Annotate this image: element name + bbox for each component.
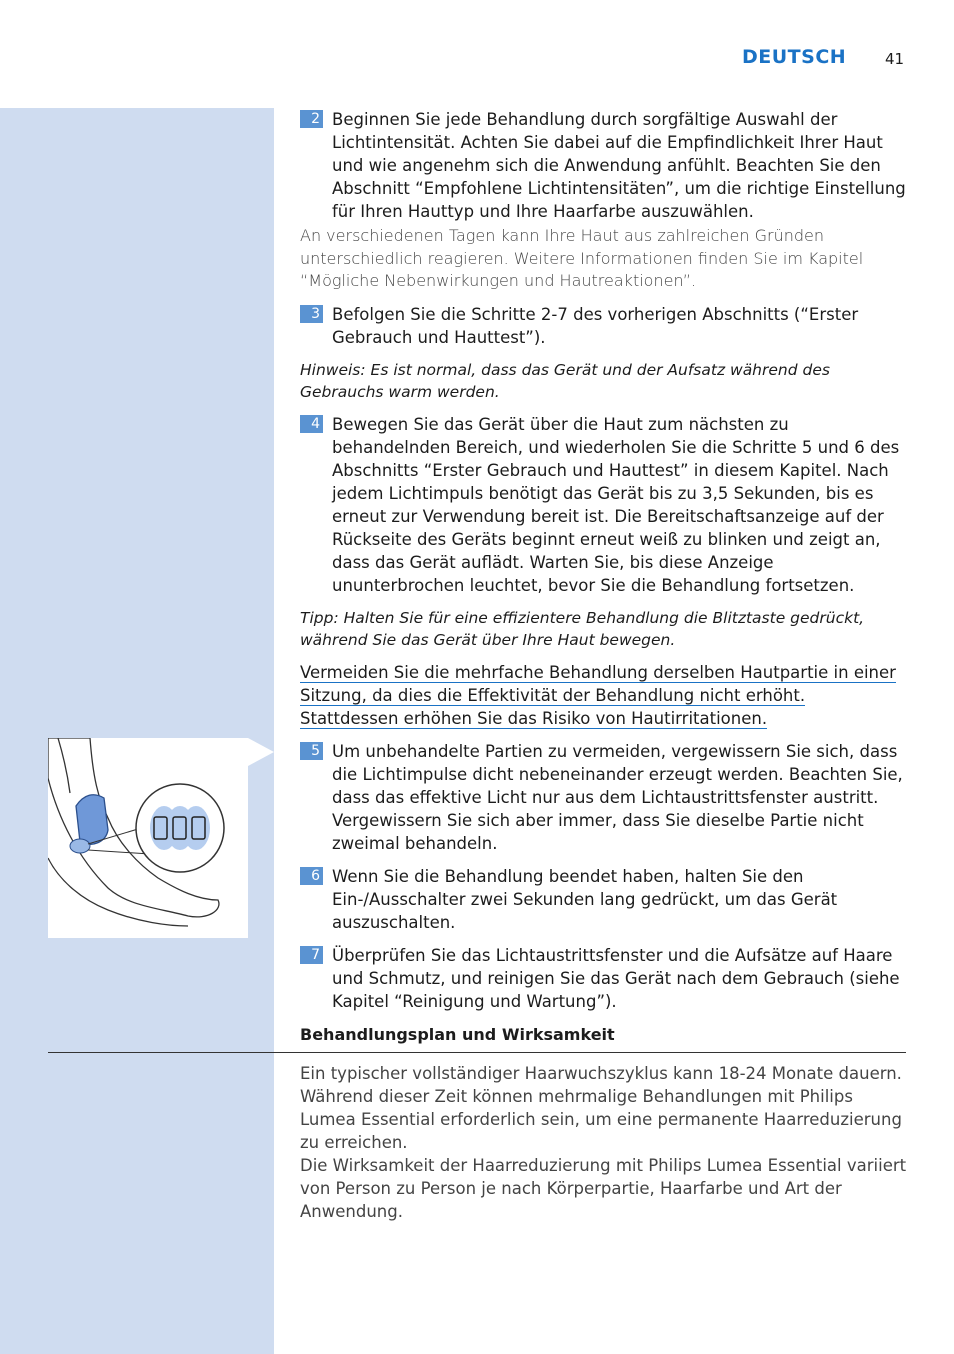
leg-illustration-svg	[48, 738, 248, 938]
step-6	[300, 865, 908, 934]
hint-note: Hinweis: Es ist normal, dass das Gerät und der Aufsatz während des Gebrauchs warm werden.	[300, 360, 830, 401]
page-number: 41	[885, 50, 905, 68]
section-paragraph-1: Ein typischer vollständiger Haarwuchszyklus kann 18-24 Monate dauern. Während dieser Zeit können mehrmalige Behandlungen mit Philips Lumea Essential erforderlich sein, um eine permanente Haarreduzierung zu erreichen.	[300, 1064, 902, 1152]
step-number: 4	[300, 415, 323, 433]
sidebar-panel	[0, 108, 274, 1354]
step-number: 6	[300, 867, 323, 885]
section-divider	[48, 1052, 906, 1053]
leg-treatment-illustration	[48, 738, 248, 938]
step-number: 7	[300, 946, 323, 964]
step-4	[300, 413, 908, 597]
main-content	[300, 108, 908, 1052]
language-heading: DEUTSCH	[742, 46, 847, 68]
section-title: Behandlungsplan und Wirksamkeit	[300, 1024, 615, 1044]
warning-text: Vermeiden Sie die mehrfache Behandlung derselben Hautpartie in einer Sitzung, da dies die Effektivität der Behandlung nicht erhöht. Stattdessen erhöhen Sie das Risiko von Hautirritationen.	[300, 662, 896, 728]
step-3	[300, 303, 908, 349]
step-2	[300, 108, 908, 223]
section-body	[300, 1062, 908, 1223]
warning-note	[300, 661, 896, 730]
tip-note: Tipp: Halten Sie für eine effizientere Behandlung die Blitztaste gedrückt, während Sie das Gerät über Ihre Haut bewegen.	[300, 608, 865, 649]
step-text: Wenn Sie die Behandlung beendet haben, halten Sie den Ein-/Ausschalter zwei Sekunden lang gedrückt, um das Gerät auszuschalten.	[332, 866, 838, 932]
step-text: Beginnen Sie jede Behandlung durch sorgfältige Auswahl der Lichtintensität. Achten Sie dabei auf die Empfindlichkeit Ihrer Haut und wie angenehm sich die Anwendung anfühlt. Beachten Sie den Abschnitt “Empfohlene Lichtintensitäten”, um die richtige Einstellung für Ihren Hauttyp und Ihre Haarfarbe auszuwählen.	[332, 110, 906, 221]
step-text: Überprüfen Sie das Lichtaustrittsfenster und die Aufsätze auf Haare und Schmutz, und reinigen Sie das Gerät nach dem Gebrauch (siehe Kapitel “Reinigung und Wartung”).	[332, 945, 900, 1011]
illustration-pointer	[248, 738, 274, 766]
step-7	[300, 944, 908, 1013]
step-2-note: An verschiedenen Tagen kann Ihre Haut aus zahlreichen Gründen unterschiedlich reagieren. Weitere Informationen finden Sie im Kapitel “Mögliche Nebenwirkungen und Hautreaktionen”.	[300, 226, 864, 290]
step-number: 2	[300, 110, 323, 128]
step-text: Bewegen Sie das Gerät über die Haut zum nächsten zu behandelnden Bereich, und wiederholen Sie die Schritte 5 und 6 des Abschnitts “Erster Gebrauch und Hauttest” in diesem Kapitel. Nach jedem Lichtimpuls benötigt das Gerät bis zu 3,5 Sekunden, bis es erneut zur Verwendung bereit ist. Die Bereitschaftsanzeige auf der Rückseite des Geräts beginnt erneut weiß zu blinken und zeigt an, dass das Gerät auflädt. Warten Sie, bis diese Anzeige ununterbrochen leuchtet, bevor Sie die Behandlung fortsetzen.	[332, 414, 900, 595]
step-5	[300, 740, 908, 855]
section-paragraph-2: Die Wirksamkeit der Haarreduzierung mit Philips Lumea Essential variiert von Person zu Person je nach Körperpartie, Haarfarbe und Art der Anwendung.	[300, 1156, 907, 1221]
step-number: 5	[300, 742, 323, 760]
step-text: Um unbehandelte Partien zu vermeiden, vergewissern Sie sich, dass die Lichtimpulse dicht nebeneinander erzeugt werden. Beachten Sie, dass das effektive Licht nur aus dem Lichtaustrittsfenster austritt. Vergewissern Sie sich aber immer, dass Sie dieselbe Partie nicht zweimal behandeln.	[332, 741, 903, 853]
step-number: 3	[300, 305, 323, 323]
step-text: Befolgen Sie die Schritte 2-7 des vorherigen Abschnitts (“Erster Gebrauch und Hauttest”).	[332, 304, 859, 347]
